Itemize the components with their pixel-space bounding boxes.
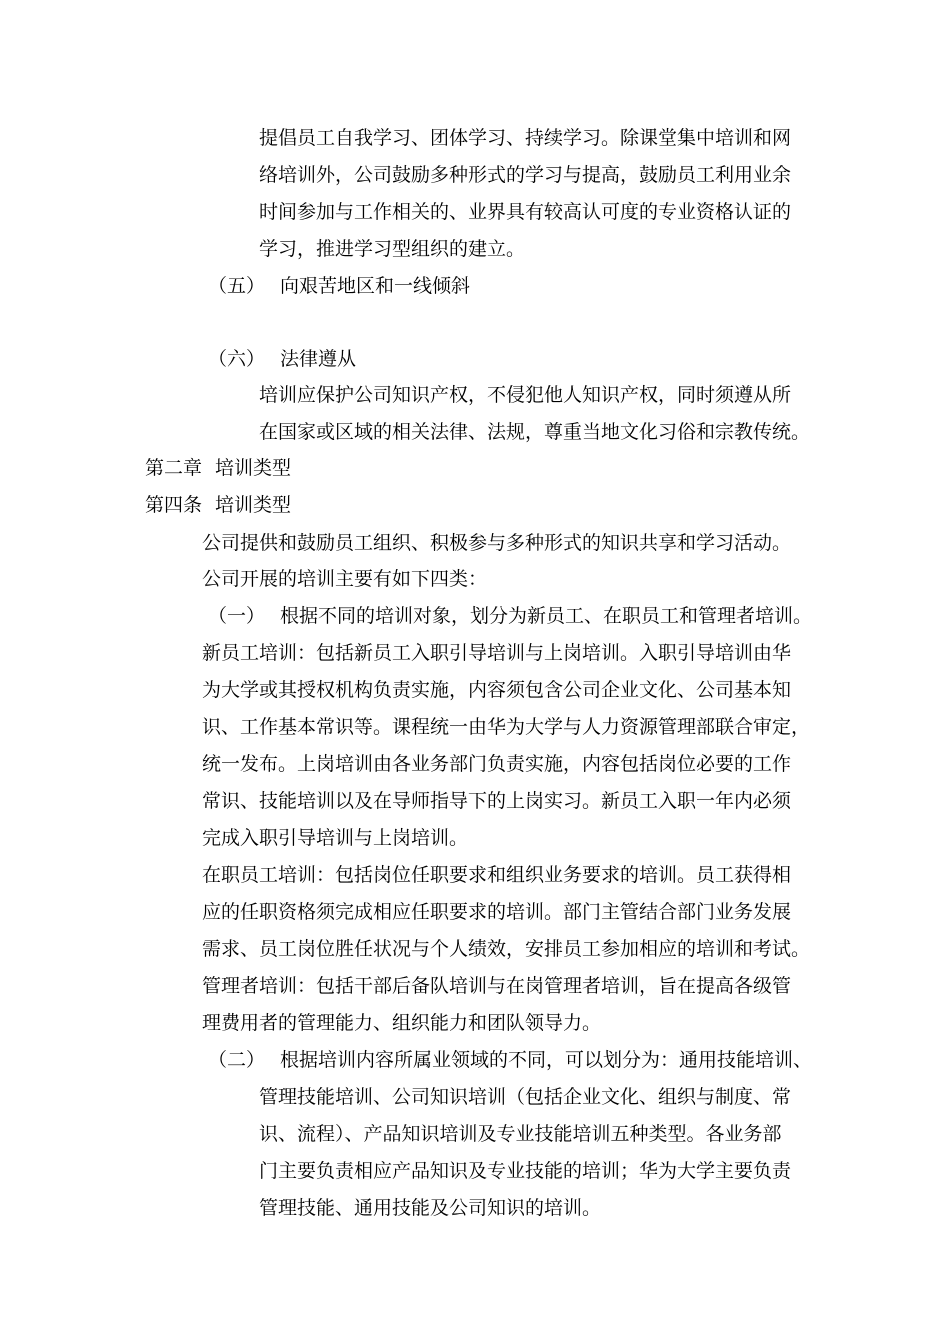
item-6-heading xyxy=(0,346,950,372)
paragraph-line: 为大学或其授权机构负责实施，内容须包含公司企业文化、公司基本知 xyxy=(202,679,792,701)
paragraph-line: 在国家或区域的相关法律、法规，尊重当地文化习俗和宗教传统。 xyxy=(259,421,811,443)
paragraph-line: 提倡员工自我学习、团体学习、持续学习。除课堂集中培训和网 xyxy=(259,127,792,149)
paragraph-line: 管理技能培训、公司知识培训（包括企业文化、组织与制度、常 xyxy=(259,1086,792,1108)
item-number: （五） xyxy=(208,275,266,297)
item-1-heading xyxy=(0,603,950,629)
article-heading xyxy=(145,492,292,518)
paragraph-line: 管理技能、通用技能及公司知识的培训。 xyxy=(259,1197,602,1219)
paragraph-line: 门主要负责相应产品知识及专业技能的培训；华为大学主要负责 xyxy=(259,1160,792,1182)
chapter-heading xyxy=(145,455,292,481)
item-2-heading xyxy=(0,1047,950,1073)
item-number: （二） xyxy=(208,1049,266,1071)
paragraph-line: 完成入职引导培训与上岗培训。 xyxy=(202,827,469,849)
paragraph-line: 识、工作基本常识等。课程统一由华为大学与人力资源管理部联合审定， xyxy=(202,716,811,738)
paragraph-line: 应的任职资格须完成相应任职要求的培训。部门主管结合部门业务发展 xyxy=(202,901,792,923)
paragraph-line: 在职员工培训：包括岗位任职要求和组织业务要求的培训。员工获得相 xyxy=(202,864,792,886)
paragraph-line: 公司开展的培训主要有如下四类： xyxy=(202,568,488,590)
chapter-number: 第二章 xyxy=(145,457,203,479)
paragraph-line: 公司提供和鼓励员工组织、积极参与多种形式的知识共享和学习活动。 xyxy=(202,532,792,554)
paragraph-line: 理费用者的管理能力、组织能力和团队领导力。 xyxy=(202,1012,602,1034)
paragraph-line: 统一发布。上岗培训由各业务部门负责实施，内容包括岗位必要的工作 xyxy=(202,753,792,775)
item-number: （六） xyxy=(208,348,266,370)
paragraph-line: 新员工培训：包括新员工入职引导培训与上岗培训。入职引导培训由华 xyxy=(202,642,792,664)
paragraph-line: 常识、技能培训以及在导师指导下的上岗实习。新员工入职一年内必须 xyxy=(202,790,792,812)
article-number: 第四条 xyxy=(145,494,203,516)
paragraph-line: 络培训外，公司鼓励多种形式的学习与提高，鼓励员工利用业余 xyxy=(259,164,792,186)
item-label: 根据不同的培训对象，划分为新员工、在职员工和管理者培训。 xyxy=(280,605,813,627)
paragraph-line: 培训应保护公司知识产权，不侵犯他人知识产权，同时须遵从所 xyxy=(259,384,792,406)
paragraph-line: 学习，推进学习型组织的建立。 xyxy=(259,238,526,260)
chapter-title: 培训类型 xyxy=(215,457,292,479)
item-label: 根据培训内容所属业领域的不同，可以划分为：通用技能培训、 xyxy=(280,1049,813,1071)
article-title: 培训类型 xyxy=(215,494,292,516)
paragraph-line: 管理者培训：包括干部后备队培训与在岗管理者培训，旨在提高各级管 xyxy=(202,975,792,997)
paragraph-line: 时间参加与工作相关的、业界具有较高认可度的专业资格认证的 xyxy=(259,201,792,223)
item-label: 向艰苦地区和一线倾斜 xyxy=(280,275,471,297)
item-5-heading xyxy=(0,273,950,299)
paragraph-line: 需求、员工岗位胜任状况与个人绩效，安排员工参加相应的培训和考试。 xyxy=(202,938,811,960)
item-label: 法律遵从 xyxy=(280,348,357,370)
paragraph-line: 识、流程）、产品知识培训及专业技能培训五种类型。各业务部 xyxy=(259,1123,782,1145)
item-number: （一） xyxy=(208,605,266,627)
